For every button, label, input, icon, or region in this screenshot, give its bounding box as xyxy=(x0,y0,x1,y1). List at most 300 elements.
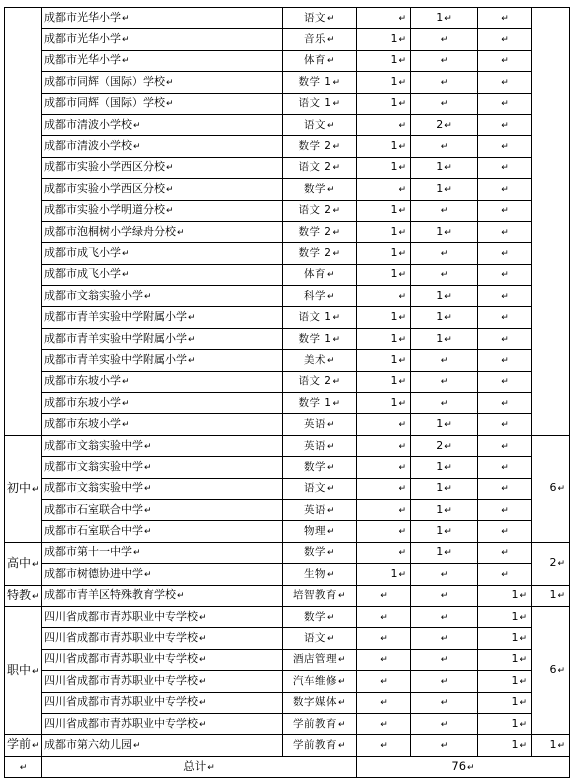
paragraph-mark-icon: ↵ xyxy=(332,142,341,153)
count-a-cell xyxy=(357,29,411,50)
subject-cell xyxy=(283,414,357,435)
count-a-cell xyxy=(357,435,411,456)
school-name-cell xyxy=(42,713,283,734)
count-b-cell-text: 1 xyxy=(436,160,444,174)
paragraph-mark-icon: ↵ xyxy=(501,99,509,110)
paragraph-mark-icon: ↵ xyxy=(501,248,509,259)
paragraph-mark-icon: ↵ xyxy=(144,527,152,538)
subject-cell xyxy=(283,457,357,478)
paragraph-mark-icon: ↵ xyxy=(501,313,509,324)
school-name-cell xyxy=(42,286,283,307)
paragraph-mark-icon: ↵ xyxy=(144,291,152,302)
school-name-cell-text: 成都市光华小学 xyxy=(44,10,121,24)
school-name-cell xyxy=(42,8,283,29)
school-name-cell-text: 成都市青羊区特殊教育学校 xyxy=(44,588,176,602)
paragraph-mark-icon: ↵ xyxy=(380,634,388,645)
paragraph-mark-icon: ↵ xyxy=(326,420,336,431)
table-row xyxy=(5,179,570,200)
subject-cell-text: 数学 1 xyxy=(298,396,332,409)
count-b-cell xyxy=(411,649,478,670)
count-c-cell xyxy=(478,114,532,135)
paragraph-mark-icon: ↵ xyxy=(557,591,565,602)
paragraph-mark-icon: ↵ xyxy=(398,99,406,110)
subject-cell xyxy=(283,606,357,627)
table-row xyxy=(5,286,570,307)
recruitment-table xyxy=(4,7,570,778)
count-c-cell xyxy=(478,307,532,328)
subject-cell-text: 语文 2 xyxy=(298,375,332,388)
paragraph-mark-icon: ↵ xyxy=(326,484,336,495)
count-a-cell xyxy=(357,350,411,371)
school-name-cell-text: 成都市成飞小学 xyxy=(44,267,121,281)
count-b-cell-text: 1 xyxy=(436,181,444,195)
school-name-cell xyxy=(42,564,283,585)
count-a-cell xyxy=(357,264,411,285)
paragraph-mark-icon: ↵ xyxy=(332,206,341,217)
subject-cell-text: 数字媒体 xyxy=(292,696,337,709)
summary-label-cell-text: 总计 xyxy=(183,758,207,773)
subject-cell-text: 数学 2 xyxy=(298,225,332,238)
paragraph-mark-icon: ↵ xyxy=(398,334,406,345)
table-row xyxy=(5,136,570,157)
school-name-cell-text: 成都市清波小学校 xyxy=(44,139,132,153)
paragraph-mark-icon: ↵ xyxy=(199,612,207,623)
subject-cell xyxy=(283,371,357,392)
paragraph-mark-icon: ↵ xyxy=(332,163,341,174)
count-b-cell xyxy=(411,29,478,50)
table-row xyxy=(5,585,570,606)
subject-cell xyxy=(283,713,357,734)
count-a-cell xyxy=(357,286,411,307)
count-a-cell xyxy=(357,93,411,114)
paragraph-mark-icon: ↵ xyxy=(444,527,452,538)
school-name-cell xyxy=(42,29,283,50)
paragraph-mark-icon: ↵ xyxy=(122,13,130,24)
paragraph-mark-icon: ↵ xyxy=(519,698,527,709)
paragraph-mark-icon: ↵ xyxy=(398,548,406,559)
paragraph-mark-icon: ↵ xyxy=(332,334,341,345)
paragraph-mark-icon: ↵ xyxy=(199,719,207,730)
school-name-cell xyxy=(42,435,283,456)
paragraph-mark-icon: ↵ xyxy=(444,484,452,495)
school-name-cell-text: 成都市文翁实验中学 xyxy=(44,438,143,452)
table-row xyxy=(5,735,570,756)
paragraph-mark-icon: ↵ xyxy=(501,56,509,67)
count-b-cell xyxy=(411,72,478,93)
count-b-cell xyxy=(411,414,478,435)
school-name-cell-text: 成都市文翁实验小学 xyxy=(44,288,143,302)
table-row xyxy=(5,157,570,178)
subject-cell xyxy=(283,157,357,178)
count-b-cell xyxy=(411,542,478,563)
count-c-cell xyxy=(478,50,532,71)
count-c-cell xyxy=(478,286,532,307)
table-row xyxy=(5,8,570,29)
count-a-cell xyxy=(357,371,411,392)
paragraph-mark-icon: ↵ xyxy=(337,698,347,709)
count-b-cell xyxy=(411,157,478,178)
count-c-cell xyxy=(478,393,532,414)
count-c-cell xyxy=(478,692,532,713)
subject-cell xyxy=(283,542,357,563)
count-b-cell xyxy=(411,671,478,692)
count-a-cell-text: 1 xyxy=(390,566,398,580)
paragraph-mark-icon: ↵ xyxy=(444,462,452,473)
table-row xyxy=(5,50,570,71)
paragraph-mark-icon: ↵ xyxy=(440,377,449,388)
paragraph-mark-icon: ↵ xyxy=(501,527,509,538)
count-b-cell xyxy=(411,735,478,756)
subject-cell xyxy=(283,350,357,371)
count-a-cell xyxy=(357,136,411,157)
count-b-cell-text: 1 xyxy=(436,481,444,495)
subject-cell xyxy=(283,8,357,29)
paragraph-mark-icon: ↵ xyxy=(398,527,406,538)
subject-cell-text: 体育 xyxy=(303,268,326,281)
school-name-cell xyxy=(42,393,283,414)
table-row xyxy=(5,243,570,264)
subject-cell xyxy=(283,435,357,456)
summary-value-cell-text: 76 xyxy=(451,758,467,773)
paragraph-mark-icon: ↵ xyxy=(501,163,509,174)
count-c-cell-text: 1 xyxy=(511,609,519,623)
count-b-cell-text: 1 xyxy=(436,331,444,345)
paragraph-mark-icon: ↵ xyxy=(166,77,174,88)
paragraph-mark-icon: ↵ xyxy=(501,35,509,46)
paragraph-mark-icon: ↵ xyxy=(501,398,509,409)
count-a-cell-text: 1 xyxy=(390,32,398,46)
paragraph-mark-icon: ↵ xyxy=(557,484,565,495)
table-row xyxy=(5,521,570,542)
count-c-cell xyxy=(478,435,532,456)
paragraph-mark-icon: ↵ xyxy=(398,35,406,46)
table-row xyxy=(5,628,570,649)
paragraph-mark-icon: ↵ xyxy=(501,270,509,281)
summary-value-cell xyxy=(357,756,570,777)
special-category-cell-text: 特教 xyxy=(7,587,32,602)
count-a-cell xyxy=(357,713,411,734)
count-b-cell xyxy=(411,499,478,520)
paragraph-mark-icon: ↵ xyxy=(398,248,406,259)
school-name-cell xyxy=(42,200,283,221)
subject-cell-text: 数学 1 xyxy=(298,75,332,88)
paragraph-mark-icon: ↵ xyxy=(501,120,509,131)
subject-cell-text: 音乐 xyxy=(303,33,326,46)
paragraph-mark-icon: ↵ xyxy=(133,120,141,131)
school-name-cell xyxy=(42,414,283,435)
paragraph-mark-icon: ↵ xyxy=(501,291,509,302)
subject-cell-text: 物理 xyxy=(303,525,326,538)
paragraph-mark-icon: ↵ xyxy=(122,248,130,259)
paragraph-mark-icon: ↵ xyxy=(326,505,336,516)
subject-cell-text: 语文 xyxy=(303,11,326,24)
paragraph-mark-icon: ↵ xyxy=(166,163,174,174)
count-c-cell xyxy=(478,478,532,499)
school-name-cell-text: 成都市文翁实验中学 xyxy=(44,481,143,495)
count-c-cell xyxy=(478,499,532,520)
school-name-cell-text: 成都市光华小学 xyxy=(44,53,121,67)
preschool-category-cell xyxy=(5,735,42,756)
table-row xyxy=(5,328,570,349)
middle-total-cell-text: 6 xyxy=(549,481,557,495)
paragraph-mark-icon: ↵ xyxy=(332,227,341,238)
count-c-cell xyxy=(478,221,532,242)
table-row xyxy=(5,221,570,242)
vocational-category-cell xyxy=(5,606,42,734)
subject-cell-text: 数学 xyxy=(303,610,326,623)
table-row xyxy=(5,114,570,135)
paragraph-mark-icon: ↵ xyxy=(444,163,452,174)
paragraph-mark-icon: ↵ xyxy=(398,441,406,452)
count-a-cell xyxy=(357,393,411,414)
paragraph-mark-icon: ↵ xyxy=(398,462,406,473)
count-b-cell-text: 1 xyxy=(436,502,444,516)
count-a-cell xyxy=(357,200,411,221)
table-row xyxy=(5,499,570,520)
subject-cell-text: 数学 2 xyxy=(298,246,332,259)
count-c-cell xyxy=(478,29,532,50)
paragraph-mark-icon: ↵ xyxy=(207,762,215,773)
paragraph-mark-icon: ↵ xyxy=(440,77,449,88)
count-a-cell xyxy=(357,735,411,756)
school-name-cell xyxy=(42,264,283,285)
count-b-cell xyxy=(411,328,478,349)
paragraph-mark-icon: ↵ xyxy=(440,206,449,217)
paragraph-mark-icon: ↵ xyxy=(199,655,207,666)
paragraph-mark-icon: ↵ xyxy=(501,484,509,495)
count-c-cell-text: 1 xyxy=(511,737,519,751)
paragraph-mark-icon: ↵ xyxy=(440,270,449,281)
table-row xyxy=(5,307,570,328)
subject-cell-text: 数学 xyxy=(303,182,326,195)
paragraph-mark-icon: ↵ xyxy=(337,591,347,602)
count-c-cell xyxy=(478,585,532,606)
count-c-cell xyxy=(478,713,532,734)
paragraph-mark-icon: ↵ xyxy=(501,420,509,431)
paragraph-mark-icon: ↵ xyxy=(332,377,341,388)
count-a-cell xyxy=(357,8,411,29)
paragraph-mark-icon: ↵ xyxy=(144,462,152,473)
school-name-cell-text: 四川省成都市青苏职业中专学校 xyxy=(44,673,198,687)
count-b-cell xyxy=(411,264,478,285)
school-name-cell-text: 成都市实验小学西区分校 xyxy=(44,160,165,174)
paragraph-mark-icon: ↵ xyxy=(519,591,527,602)
school-name-cell-text: 四川省成都市青苏职业中专学校 xyxy=(44,631,198,645)
count-c-cell xyxy=(478,457,532,478)
subject-cell-text: 体育 xyxy=(303,54,326,67)
count-b-cell xyxy=(411,692,478,713)
paragraph-mark-icon: ↵ xyxy=(440,612,449,623)
count-b-cell xyxy=(411,221,478,242)
middle-total-cell xyxy=(532,435,570,542)
subject-cell-text: 数学 xyxy=(303,460,326,473)
subject-cell-text: 英语 xyxy=(303,418,326,431)
paragraph-mark-icon: ↵ xyxy=(398,77,406,88)
count-b-cell xyxy=(411,114,478,135)
count-a-cell xyxy=(357,221,411,242)
paragraph-mark-icon: ↵ xyxy=(332,248,341,259)
paragraph-mark-icon: ↵ xyxy=(440,248,449,259)
school-name-cell-text: 成都市石室联合中学 xyxy=(44,524,143,538)
category-cell xyxy=(5,8,42,436)
count-b-cell xyxy=(411,435,478,456)
paragraph-mark-icon: ↵ xyxy=(188,313,196,324)
count-b-cell-text: 1 xyxy=(436,459,444,473)
paragraph-mark-icon: ↵ xyxy=(166,184,174,195)
subject-cell-text: 数学 xyxy=(303,546,326,559)
paragraph-mark-icon: ↵ xyxy=(32,666,40,677)
count-c-cell xyxy=(478,628,532,649)
paragraph-mark-icon: ↵ xyxy=(337,740,347,751)
subject-cell xyxy=(283,307,357,328)
school-name-cell-text: 四川省成都市青苏职业中专学校 xyxy=(44,716,198,730)
school-name-cell xyxy=(42,50,283,71)
school-name-cell-text: 成都市石室联合中学 xyxy=(44,502,143,516)
paragraph-mark-icon: ↵ xyxy=(166,99,174,110)
count-b-cell xyxy=(411,457,478,478)
paragraph-mark-icon: ↵ xyxy=(444,313,452,324)
paragraph-mark-icon: ↵ xyxy=(398,484,406,495)
subject-cell-text: 科学 xyxy=(303,289,326,302)
paragraph-mark-icon: ↵ xyxy=(557,740,565,751)
school-name-cell-text: 四川省成都市青苏职业中专学校 xyxy=(44,652,198,666)
school-name-cell-text: 成都市青羊实验中学附属小学 xyxy=(44,331,187,345)
summary-blank-cell xyxy=(5,756,42,777)
count-a-cell xyxy=(357,521,411,542)
special-category-cell xyxy=(5,585,42,606)
subject-cell-text: 数学 1 xyxy=(298,332,332,345)
subject-cell-text: 语文 xyxy=(303,482,326,495)
paragraph-mark-icon: ↵ xyxy=(326,120,336,131)
school-name-cell-text: 成都市文翁实验中学 xyxy=(44,459,143,473)
count-b-cell xyxy=(411,478,478,499)
subject-cell xyxy=(283,499,357,520)
paragraph-mark-icon: ↵ xyxy=(166,206,174,217)
paragraph-mark-icon: ↵ xyxy=(501,441,509,452)
paragraph-mark-icon: ↵ xyxy=(398,56,406,67)
paragraph-mark-icon: ↵ xyxy=(440,99,449,110)
subject-cell xyxy=(283,564,357,585)
school-name-cell xyxy=(42,243,283,264)
count-a-cell xyxy=(357,649,411,670)
paragraph-mark-icon: ↵ xyxy=(501,355,509,366)
table-row xyxy=(5,478,570,499)
paragraph-mark-icon: ↵ xyxy=(501,13,509,24)
paragraph-mark-icon: ↵ xyxy=(380,655,388,666)
count-b-cell-text: 1 xyxy=(436,10,444,24)
vocational-total-cell xyxy=(532,606,570,734)
count-c-cell xyxy=(478,179,532,200)
paragraph-mark-icon: ↵ xyxy=(326,527,336,538)
subject-cell xyxy=(283,671,357,692)
count-b-cell-text: 1 xyxy=(436,545,444,559)
paragraph-mark-icon: ↵ xyxy=(444,334,452,345)
paragraph-mark-icon: ↵ xyxy=(32,591,40,602)
count-b-cell-text: 1 xyxy=(436,524,444,538)
paragraph-mark-icon: ↵ xyxy=(398,227,406,238)
table-row xyxy=(5,671,570,692)
high-total-cell xyxy=(532,542,570,585)
paragraph-mark-icon: ↵ xyxy=(440,355,449,366)
school-name-cell xyxy=(42,585,283,606)
paragraph-mark-icon: ↵ xyxy=(122,420,130,431)
paragraph-mark-icon: ↵ xyxy=(519,676,527,687)
table-row xyxy=(5,264,570,285)
table-row xyxy=(5,542,570,563)
paragraph-mark-icon: ↵ xyxy=(326,291,336,302)
school-name-cell-text: 成都市同辉（国际）学校 xyxy=(44,96,165,110)
count-a-cell-text: 1 xyxy=(390,224,398,238)
count-a-cell-text: 1 xyxy=(390,74,398,88)
count-b-cell-text: 1 xyxy=(436,310,444,324)
paragraph-mark-icon: ↵ xyxy=(326,634,336,645)
table-row xyxy=(5,414,570,435)
school-name-cell xyxy=(42,628,283,649)
count-b-cell xyxy=(411,307,478,328)
count-c-cell-text: 1 xyxy=(511,652,519,666)
school-name-cell xyxy=(42,136,283,157)
subject-cell-text: 美术 xyxy=(303,353,326,366)
school-name-cell-text: 成都市第十一中学 xyxy=(44,545,132,559)
paragraph-mark-icon: ↵ xyxy=(440,655,449,666)
count-c-cell xyxy=(478,157,532,178)
paragraph-mark-icon: ↵ xyxy=(519,655,527,666)
count-a-cell xyxy=(357,457,411,478)
count-c-cell xyxy=(478,564,532,585)
high-category-cell xyxy=(5,542,42,585)
table-row xyxy=(5,713,570,734)
paragraph-mark-icon: ↵ xyxy=(398,184,406,195)
count-a-cell-text: 1 xyxy=(390,96,398,110)
count-b-cell xyxy=(411,93,478,114)
paragraph-mark-icon: ↵ xyxy=(398,163,406,174)
school-name-cell xyxy=(42,521,283,542)
paragraph-mark-icon: ↵ xyxy=(440,35,449,46)
special-total-cell xyxy=(532,585,570,606)
count-c-cell xyxy=(478,649,532,670)
paragraph-mark-icon: ↵ xyxy=(398,377,406,388)
subject-cell xyxy=(283,692,357,713)
paragraph-mark-icon: ↵ xyxy=(122,35,130,46)
paragraph-mark-icon: ↵ xyxy=(519,634,527,645)
school-name-cell-text: 成都市光华小学 xyxy=(44,32,121,46)
paragraph-mark-icon: ↵ xyxy=(444,13,452,24)
paragraph-mark-icon: ↵ xyxy=(398,355,406,366)
paragraph-mark-icon: ↵ xyxy=(557,559,565,570)
paragraph-mark-icon: ↵ xyxy=(326,355,336,366)
paragraph-mark-icon: ↵ xyxy=(501,227,509,238)
paragraph-mark-icon: ↵ xyxy=(440,591,449,602)
paragraph-mark-icon: ↵ xyxy=(398,505,406,516)
subject-cell-text: 学前教育 xyxy=(292,717,337,730)
paragraph-mark-icon: ↵ xyxy=(519,719,527,730)
school-name-cell xyxy=(42,221,283,242)
paragraph-mark-icon: ↵ xyxy=(332,77,341,88)
count-c-cell xyxy=(478,243,532,264)
count-b-cell xyxy=(411,628,478,649)
count-c-cell xyxy=(478,671,532,692)
paragraph-mark-icon: ↵ xyxy=(440,142,449,153)
count-c-cell-text: 1 xyxy=(511,588,519,602)
count-a-cell-text: 1 xyxy=(390,203,398,217)
school-name-cell-text: 成都市青羊实验中学附属小学 xyxy=(44,310,187,324)
school-name-cell-text: 成都市同辉（国际）学校 xyxy=(44,74,165,88)
count-b-cell xyxy=(411,371,478,392)
count-b-cell xyxy=(411,286,478,307)
school-name-cell xyxy=(42,371,283,392)
paragraph-mark-icon: ↵ xyxy=(398,270,406,281)
paragraph-mark-icon: ↵ xyxy=(398,398,406,409)
